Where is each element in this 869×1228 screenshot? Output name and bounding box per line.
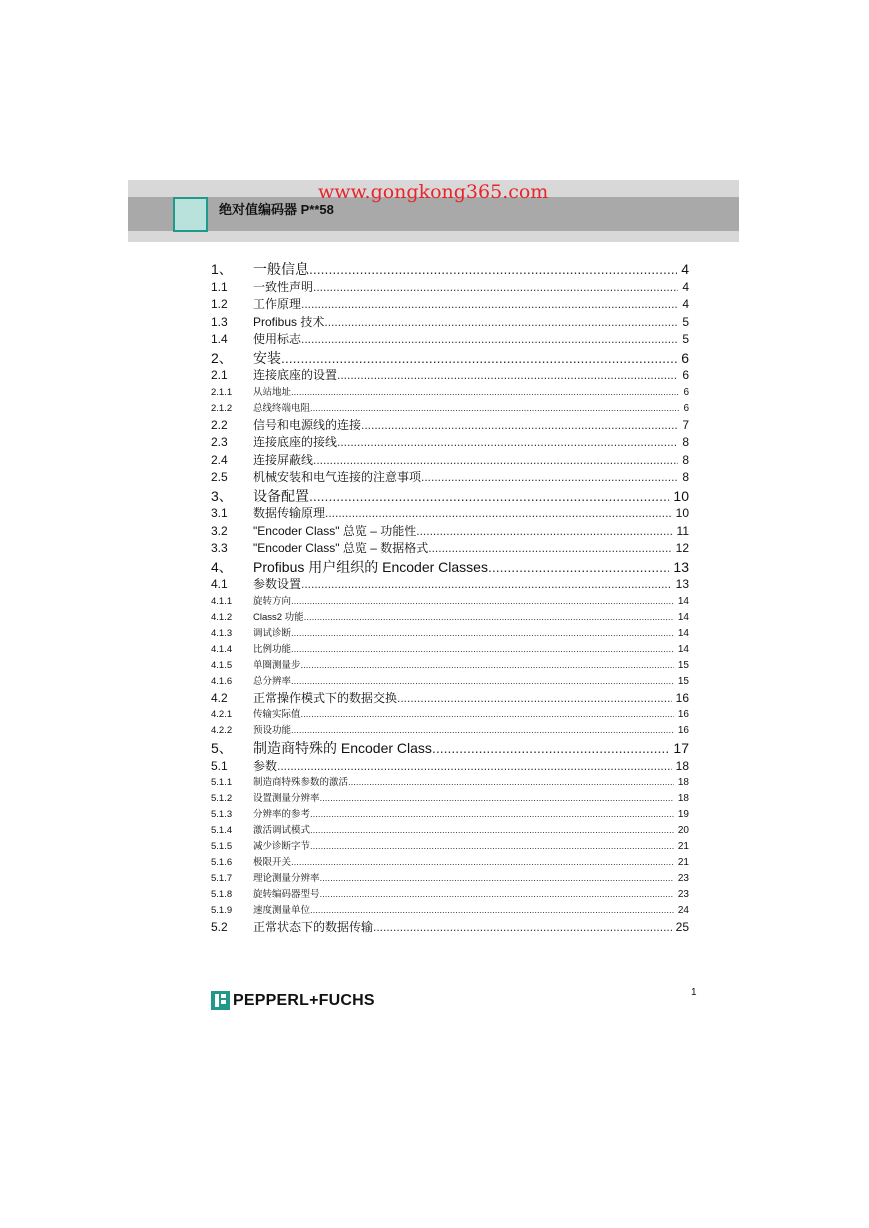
toc-entry[interactable] [211,416,689,434]
toc-dot-leader [301,577,672,591]
toc-entry[interactable] [211,822,689,838]
toc-dot-leader [291,596,674,607]
toc-entry-title: 单圈测量步 [253,659,301,671]
toc-entry-title: 总分辨率 [253,675,292,687]
toc-entry[interactable] [211,838,689,854]
toc-entry-title: 连接屏蔽线 [253,452,314,467]
logo-text: PEPPERL+FUCHS [233,991,375,1009]
toc-entry-page: 14 [677,643,689,655]
document-title: 绝对值编码器 P**58 [219,202,334,217]
toc-entry-title: 速度测量单位 [253,905,311,916]
toc-entry-number: 5.1.9 [211,905,233,916]
toc-entry-page: 24 [677,905,689,916]
toc-dot-leader [324,315,678,329]
toc-entry-title: 分辨率的参考 [253,809,311,820]
toc-entry-number: 4.1.3 [211,627,233,639]
toc-dot-leader [310,825,674,836]
toc-entry[interactable] [211,575,689,593]
toc-entry[interactable] [211,806,689,822]
watermark: www.gongkong365.com [318,181,549,203]
toc-entry-title: 旋转编码器型号 [253,889,320,900]
toc-dot-leader [291,857,674,868]
toc-entry[interactable] [211,539,689,557]
toc-entry-page: 10 [673,487,689,504]
toc-entry-title: Class2 功能 [253,611,304,623]
toc-entry[interactable] [211,433,689,451]
toc-dot-leader [304,612,674,623]
toc-entry[interactable] [211,641,689,657]
toc-entry-number: 4.1.5 [211,659,233,671]
toc-entry-title: "Encoder Class" 总览 – 功能性 [253,523,417,538]
toc-entry-title: 调试诊断 [253,627,292,639]
toc-entry[interactable] [211,673,689,689]
toc-entry[interactable] [211,774,689,790]
toc-entry-number: 1.2 [211,297,228,311]
toc-entry-number: 2.4 [211,452,228,467]
toc-entry-page: 8 [682,452,689,467]
toc-entry[interactable] [211,400,689,416]
toc-dot-leader [301,660,674,671]
toc-dot-leader [309,488,669,504]
toc-entry-page: 17 [673,740,689,756]
toc-entry-page: 4 [681,261,689,277]
toc-entry[interactable] [211,738,689,757]
toc-entry[interactable] [211,313,689,331]
toc-entry[interactable] [211,522,689,540]
toc-entry-number: 4.1.1 [211,595,233,607]
toc-entry-page: 4 [682,279,689,294]
toc-dot-leader [337,435,678,449]
toc-entry-title: 制造商特殊参数的激活 [253,777,349,788]
toc-entry-title: 设备配置 [253,487,309,504]
toc-dot-leader [291,644,674,655]
toc-entry-number: 2.2 [211,417,228,432]
toc-entry-page: 6 [683,402,689,414]
toc-entry-page: 6 [681,349,689,366]
toc-entry-page: 12 [675,541,689,555]
toc-entry-number: 5.1 [211,758,228,773]
toc-entry-page: 5 [682,314,689,329]
toc-dot-leader [325,506,672,520]
toc-dot-leader [291,628,674,639]
toc-dot-leader [291,387,679,398]
toc-entry-page: 15 [677,659,689,671]
toc-entry-title: 理论测量分辨率 [253,873,320,884]
toc-entry-title: 一致性声明 [253,279,314,294]
toc-entry-page: 14 [677,627,689,639]
toc-entry-title: 减少诊断字节 [253,841,311,852]
toc-entry-title: 使用标志 [253,332,302,346]
toc-entry-number: 5.1.2 [211,793,233,804]
toc-entry-number: 5.1.6 [211,857,233,868]
toc-entry-page: 19 [677,809,689,820]
toc-dot-leader [348,777,674,788]
toc-entry-title: 连接底座的接线 [253,435,338,449]
toc-entry-title: Profibus 用户组织的 Encoder Classes [253,558,488,575]
toc-entry-number: 5.1.5 [211,841,233,852]
toc-entry-title: 传输实际值 [253,709,301,720]
toc-entry-title: 旋转方向 [253,595,292,607]
toc-dot-leader [416,524,672,538]
toc-entry-title: 参数 [253,758,278,773]
toc-entry[interactable] [211,384,689,400]
toc-entry-number: 1、 [211,261,233,277]
pepperl-fuchs-logo [211,991,375,1010]
toc-entry-title: 正常操作模式下的数据交换 [253,690,398,705]
toc-entry-title: 参数设置 [253,577,302,591]
toc-entry-number: 5.1.7 [211,873,233,884]
toc-entry-page: 18 [675,758,689,773]
toc-dot-leader [281,350,677,366]
toc-entry-number: 4.2 [211,690,228,705]
toc-dot-leader [310,809,674,820]
toc-entry-number: 2、 [211,349,233,366]
toc-entry[interactable] [211,366,689,384]
toc-entry-number: 2.3 [211,435,228,449]
toc-entry-page: 13 [673,558,689,575]
toc-entry[interactable] [211,722,689,738]
toc-entry-number: 2.1.2 [211,402,233,414]
toc-entry-page: 18 [677,777,689,788]
toc-entry-page: 14 [677,595,689,607]
toc-dot-leader [310,403,679,414]
toc-entry-number: 4.2.2 [211,725,233,736]
toc-entry-title: 比例功能 [253,643,292,655]
table-of-contents [211,259,689,936]
toc-entry-number: 5.1.4 [211,825,233,836]
toc-entry[interactable] [211,854,689,870]
toc-entry-title: 预设功能 [253,725,292,736]
toc-entry[interactable] [211,689,689,707]
toc-entry-title: 总线终端电阻 [253,402,311,414]
toc-entry-page: 8 [682,470,689,484]
toc-dot-leader [421,470,678,484]
toc-entry-page: 11 [676,523,689,538]
toc-entry[interactable] [211,790,689,806]
toc-dot-leader [488,559,669,575]
toc-entry-page: 20 [677,825,689,836]
toc-entry-number: 5.1.3 [211,809,233,820]
toc-entry[interactable] [211,486,689,505]
toc-entry-page: 16 [675,690,689,705]
toc-entry-number: 3.3 [211,541,228,555]
toc-entry-page: 23 [677,889,689,900]
toc-dot-leader [320,873,674,884]
toc-entry[interactable] [211,259,689,278]
toc-entry-page: 7 [682,417,689,432]
toc-entry[interactable] [211,593,689,609]
toc-dot-leader [291,676,674,687]
toc-entry-number: 2.1.1 [211,386,233,398]
toc-dot-leader [397,691,672,705]
toc-dot-leader [313,280,678,294]
toc-entry-title: 正常状态下的数据传输 [253,920,374,934]
toc-entry-page: 6 [682,368,689,382]
toc-entry[interactable] [211,278,689,296]
toc-entry-title: 信号和电源线的连接 [253,417,362,432]
toc-entry-title: 连接底座的设置 [253,368,338,382]
toc-entry-number: 4.1 [211,577,228,591]
toc-entry-number: 5.1.8 [211,889,233,900]
toc-dot-leader [301,297,678,311]
toc-entry-title: Profibus 技术 [253,314,325,329]
toc-entry-page: 21 [677,857,689,868]
toc-entry-number: 3、 [211,487,233,504]
toc-entry[interactable] [211,918,689,936]
toc-entry-title: 工作原理 [253,297,302,311]
toc-entry-title: 安装 [253,349,281,366]
toc-entry-page: 5 [682,332,689,346]
toc-entry-page: 16 [677,709,689,720]
toc-entry-title: 制造商特殊的 Encoder Class [253,740,432,756]
toc-entry-page: 6 [683,386,689,398]
toc-entry-number: 1.3 [211,314,228,329]
toc-entry-page: 18 [677,793,689,804]
toc-dot-leader [301,332,678,346]
toc-entry[interactable] [211,757,689,775]
toc-dot-leader [428,541,671,555]
toc-dot-leader [301,709,674,720]
toc-entry-number: 2.5 [211,470,228,484]
toc-entry[interactable] [211,625,689,641]
header-square-icon [173,197,208,232]
toc-dot-leader [361,418,678,432]
toc-entry[interactable] [211,348,689,367]
toc-entry-number: 4.2.1 [211,709,233,720]
toc-entry[interactable] [211,504,689,522]
toc-entry[interactable] [211,451,689,469]
toc-entry-number: 5.2 [211,920,228,934]
toc-entry-page: 14 [677,611,689,623]
toc-entry-page: 21 [677,841,689,852]
toc-dot-leader [320,889,674,900]
toc-entry-number: 4、 [211,558,233,575]
toc-dot-leader [432,740,669,756]
toc-entry[interactable] [211,886,689,902]
toc-entry-page: 13 [675,577,689,591]
toc-entry-title: 机械安装和电气连接的注意事项 [253,470,422,484]
toc-entry-number: 5.1.1 [211,777,233,788]
toc-entry-title: 激活调试模式 [253,825,311,836]
toc-dot-leader [320,793,674,804]
toc-entry-page: 4 [682,297,689,311]
toc-entry-number: 4.1.2 [211,611,233,623]
toc-entry-title: 设置测量分辨率 [253,793,320,804]
toc-dot-leader [313,453,678,467]
toc-dot-leader [373,920,672,934]
toc-dot-leader [291,725,674,736]
toc-dot-leader [309,261,677,277]
toc-dot-leader [337,368,678,382]
toc-dot-leader [277,759,672,773]
toc-entry[interactable] [211,468,689,486]
toc-entry[interactable] [211,557,689,576]
toc-entry-number: 5、 [211,740,233,756]
toc-entry-page: 8 [682,435,689,449]
toc-entry-page: 10 [675,506,689,520]
toc-entry-title: 数据传输原理 [253,506,326,520]
toc-entry[interactable] [211,657,689,673]
toc-entry-title: 一般信息 [253,261,309,277]
toc-entry[interactable] [211,870,689,886]
toc-dot-leader [310,905,674,916]
toc-entry-title: 极限开关 [253,857,292,868]
toc-entry-page: 25 [675,920,689,934]
toc-entry[interactable] [211,330,689,348]
toc-entry-number: 4.1.6 [211,675,233,687]
toc-entry-number: 1.4 [211,332,228,346]
toc-entry-page: 16 [677,725,689,736]
toc-entry-number: 3.1 [211,506,228,520]
toc-entry-number: 3.2 [211,523,228,538]
toc-entry-page: 15 [677,675,689,687]
toc-entry-number: 4.1.4 [211,643,233,655]
header-band-bottom [128,231,739,242]
toc-entry-title: 从站地址 [253,386,292,398]
toc-entry[interactable] [211,902,689,918]
toc-entry[interactable] [211,706,689,722]
page-number: 1 [691,987,697,998]
toc-entry-number: 1.1 [211,279,228,294]
toc-entry[interactable] [211,295,689,313]
toc-entry-number: 2.1 [211,368,228,382]
toc-dot-leader [310,841,674,852]
toc-entry-title: "Encoder Class" 总览 – 数据格式 [253,541,429,555]
logo-mark-icon [211,991,230,1010]
toc-entry[interactable] [211,609,689,625]
toc-entry-page: 23 [677,873,689,884]
